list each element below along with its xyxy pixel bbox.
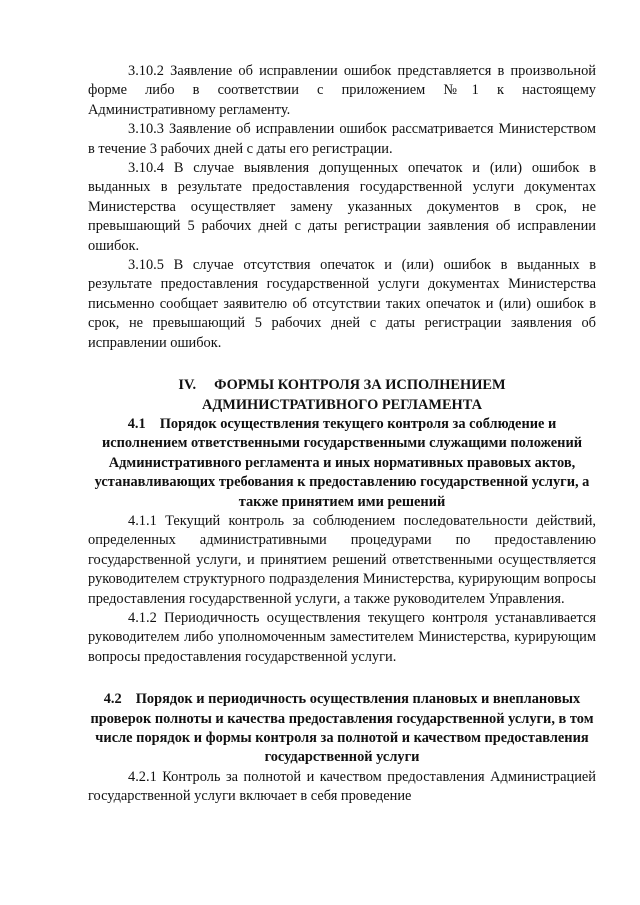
paragraph-3-10-3: 3.10.3 Заявление об исправлении ошибок рассматривается Министерством в течение 3 рабочих дней с даты его регистрации.: [88, 121, 596, 157]
paragraph-3-10-4: 3.10.4 В случае выявления допущенных опечаток и (или) ошибок в выданных в результате предоставления государственной услуги документах Министерства осуществляет замену указанных документов в срок, не превышающий 5 рабочих дней с даты регистрации заявления об исправлении ошибок.: [88, 160, 596, 254]
chapter-heading: [88, 376, 596, 415]
document-page: [88, 62, 596, 807]
chapter-title-line2: АДМИНИСТРАТИВНОГО РЕГЛАМЕНТА: [201, 396, 483, 413]
paragraph-3-10-5: 3.10.5 В случае отсутствия опечаток и (или) ошибок в выданных в результате предоставления государственной услуги документах Министерства письменно сообщает заявителю об отсутствии таких опечаток и (или) ошибок в срок, не превышающий 5 рабочих дней с даты регистрации заявления об исправлении ошибок.: [88, 257, 596, 351]
section-4-2-heading: [88, 690, 596, 768]
section-4-1-number: 4.1: [127, 415, 146, 432]
paragraph-4-1-2: 4.1.2 Периодичность осуществления текущего контроля устанавливается руководителем либо уполномоченным заместителем Министерства, курирующим вопросы предоставления государственной услуги.: [88, 609, 596, 665]
section-4-2-number: 4.2: [103, 691, 122, 708]
spacer: [88, 353, 596, 376]
section-4-1-title: Порядок осуществления текущего контроля за соблюдение и исполнением ответственными государственными служащими положений Административного регламента и иных нормативных правовых актов, устанавливающих требования к предоставлению государственной услуги, а также принятием ими решений: [94, 415, 590, 510]
paragraph-4-1-1: 4.1.1 Текущий контроль за соблюдением последовательности действий, определенных административными процедурами по предоставлению государственной услуги, и принятием решений ответственными осуществляется руководителем структурного подразделения Министерства, курирующим вопросы предоставления государственной услуги, а также руководителем Управления.: [88, 512, 596, 607]
chapter-title-line1: ФОРМЫ КОНТРОЛЯ ЗА ИСПОЛНЕНИЕМ: [214, 377, 506, 394]
section-4-1-heading: [88, 415, 596, 512]
section-4-2-title: Порядок и периодичность осуществления плановых и внеплановых проверок полноты и качества предоставления государственной услуги, в том числе порядок и формы контроля за полнотой и качеством предоставления государственной услуги: [90, 691, 594, 766]
spacer: [88, 667, 596, 690]
paragraph-4-2-1: 4.2.1 Контроль за полнотой и качеством предоставления Администрацией государственной услуги включает в себя проведение: [88, 768, 596, 805]
chapter-number: IV.: [178, 377, 197, 394]
chapter-heading-line1: [88, 376, 596, 395]
paragraph-3-10-2: 3.10.2 Заявление об исправлении ошибок представляется в произвольной форме либо в соответствии с приложением №1 к настоящему Административному регламенту.: [88, 63, 596, 118]
